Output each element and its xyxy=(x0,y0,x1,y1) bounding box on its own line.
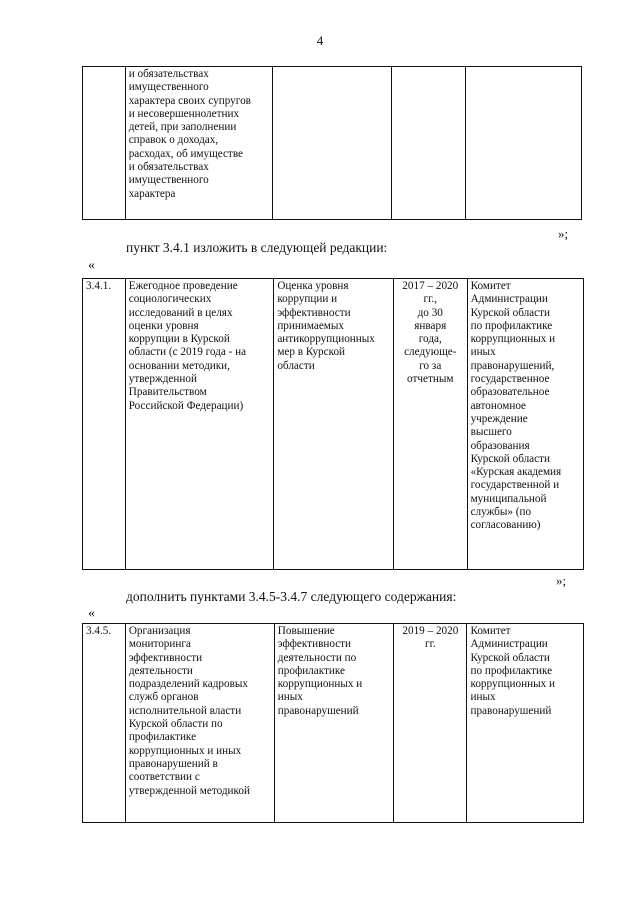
paragraph-instruction: дополнить пунктами 3.4.5-3.4.7 следующего содержания: xyxy=(126,589,457,604)
cell-result: Оценка уровня коррупции и эффективности принимаемых антикоррупционных мер в Курской области xyxy=(274,279,394,570)
cell-number: 3.4.1. xyxy=(83,279,126,570)
page-number: 4 xyxy=(316,33,324,48)
closing-quote: »; xyxy=(558,226,569,241)
cell-measure: и обязательствах имущественного характера своих супругов и несовершеннолетних детей, при заполнении справок о доходах, расходах, об имуществе и обязательствах имущественного характера xyxy=(125,67,273,220)
cell-term: 2019 – 2020 гг. xyxy=(394,624,467,823)
table-row xyxy=(83,67,582,220)
cell-result: Повышение эффективности деятельности по профилактике коррупционных и иных правонарушений xyxy=(274,624,393,823)
cell-term xyxy=(392,67,465,220)
opening-quote: « xyxy=(88,258,95,273)
opening-quote: « xyxy=(88,606,95,621)
paragraph-instruction: пункт 3.4.1 изложить в следующей редакции: xyxy=(126,240,388,255)
table-item-3-4-5 xyxy=(82,623,584,823)
table-row xyxy=(83,279,584,570)
cell-term: 2017 – 2020 гг., до 30 января года, следующе- го за отчетным xyxy=(393,279,467,570)
table-item-3-4-1 xyxy=(82,278,584,570)
cell-executor: Комитет Администрации Курской области по профилактике коррупционных и иных правонарушений xyxy=(467,624,584,823)
table-row xyxy=(83,624,584,823)
closing-quote: »; xyxy=(556,573,567,588)
cell-number xyxy=(83,67,126,220)
cell-measure: Организация мониторинга эффективности деятельности подразделений кадровых служб органов исполнительной власти Курской области по профилактике коррупционных и иных правонарушений в соответствии с утвержденной методикой xyxy=(125,624,274,823)
cell-result xyxy=(273,67,392,220)
cell-measure: Ежегодное проведение социологических исследований в целях оценки уровня коррупции в Курской области (с 2019 года - на основании методики, утвержденной Правительством Российской Федерации) xyxy=(125,279,274,570)
cell-executor xyxy=(465,67,581,220)
cell-executor: Комитет Администрации Курской области по профилактике коррупционных и иных правонарушений, государственное образовательное автономное учреждение высшего образования Курской области «Курская академия государственной и муниципальной службы» (по согласованию) xyxy=(467,279,583,570)
cell-number: 3.4.5. xyxy=(83,624,126,823)
table-continuation xyxy=(82,66,582,220)
